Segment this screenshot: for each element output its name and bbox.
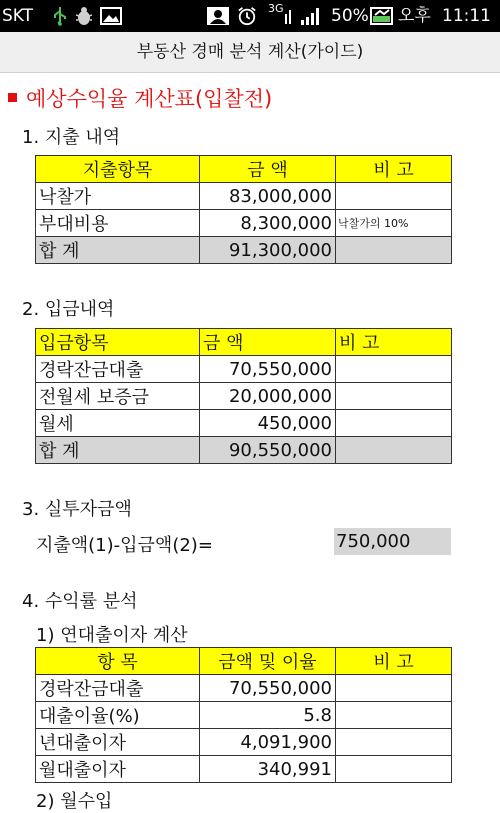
expense-note-cell <box>336 183 452 210</box>
header-item: 항 목 <box>36 648 200 675</box>
expense-amount-cell[interactable]: 83,000,000 <box>200 183 336 210</box>
header-item: 입금항목 <box>36 329 200 356</box>
income-item-cell: 전월세 보증금 <box>36 383 200 410</box>
gallery-icon <box>100 6 122 26</box>
income-note-cell <box>336 356 452 383</box>
total-row <box>36 437 452 464</box>
income-note-cell <box>336 383 452 410</box>
interest-note-cell <box>336 702 452 729</box>
table-row <box>36 675 452 702</box>
interest-amount-cell: 340,991 <box>200 756 336 783</box>
investment-formula-label: 지출액(1)-입금액(2)= <box>36 535 213 556</box>
interest-note-cell <box>336 729 452 756</box>
page-heading-text: 예상수익율 계산표(입찰전) <box>26 87 273 111</box>
contact-card-icon <box>206 6 230 26</box>
header-note: 비 고 <box>336 648 452 675</box>
battery-percent: 50% <box>331 6 369 26</box>
interest-amount-cell[interactable]: 5.8 <box>200 702 336 729</box>
expense-table <box>35 155 452 264</box>
page-heading <box>8 83 272 113</box>
income-note-cell <box>336 410 452 437</box>
header-note: 비 고 <box>336 156 452 183</box>
expense-note-cell: 낙찰가의 10% <box>336 210 452 237</box>
header-amount: 금액 및 이율 <box>200 648 336 675</box>
table-row <box>36 729 452 756</box>
usb-icon <box>52 6 68 26</box>
total-amount-cell: 90,550,000 <box>200 437 336 464</box>
income-amount-cell[interactable]: 450,000 <box>200 410 336 437</box>
interest-amount-cell[interactable]: 70,550,000 <box>200 675 336 702</box>
interest-note-cell <box>336 675 452 702</box>
header-item: 지출항목 <box>36 156 200 183</box>
table-header-row <box>36 648 452 675</box>
table-row <box>36 756 452 783</box>
battery-icon <box>370 6 394 26</box>
total-label-cell: 합 계 <box>36 237 200 264</box>
network-type: 3G <box>268 2 284 15</box>
expense-item-cell: 낙찰가 <box>36 183 200 210</box>
section-expense-title: 1. 지출 내역 <box>22 127 121 148</box>
total-amount-cell: 91,300,000 <box>200 237 336 264</box>
interest-item-cell: 대출이율(%) <box>36 702 200 729</box>
square-bullet-icon <box>8 93 17 102</box>
header-amount: 금 액 <box>200 156 336 183</box>
bug-icon <box>74 6 94 26</box>
interest-table <box>35 647 452 783</box>
alarm-icon <box>236 6 258 26</box>
status-bar <box>0 0 500 32</box>
table-row <box>36 383 452 410</box>
interest-item-cell: 년대출이자 <box>36 729 200 756</box>
income-amount-cell[interactable]: 20,000,000 <box>200 383 336 410</box>
section-investment-title: 3. 실투자금액 <box>22 499 132 520</box>
total-note-cell <box>336 437 452 464</box>
table-row <box>36 210 452 237</box>
income-table <box>35 328 452 464</box>
header-note: 비 고 <box>336 329 452 356</box>
clock-time: 11:11 <box>442 6 491 26</box>
app-title: 부동산 경매 분석 계산(가이드) <box>136 42 364 62</box>
expense-item-cell: 부대비용 <box>36 210 200 237</box>
income-amount-cell[interactable]: 70,550,000 <box>200 356 336 383</box>
header-amount: 금 액 <box>200 329 336 356</box>
table-row <box>36 356 452 383</box>
app-title-bar <box>0 32 500 73</box>
table-header-row <box>36 156 452 183</box>
subsection-interest-title: 1) 연대출이자 계산 <box>36 625 188 646</box>
interest-item-cell: 월대출이자 <box>36 756 200 783</box>
calculation-sheet[interactable] <box>0 73 500 812</box>
wifi-data-icon <box>282 6 302 26</box>
expense-amount-cell[interactable]: 8,300,000 <box>200 210 336 237</box>
table-row <box>36 702 452 729</box>
table-row <box>36 183 452 210</box>
table-header-row <box>36 329 452 356</box>
investment-value: 750,000 <box>334 528 451 555</box>
subsection-income-title: 2) 월수입 <box>36 791 113 812</box>
total-label-cell: 합 계 <box>36 437 200 464</box>
total-row <box>36 237 452 264</box>
clock-ampm: 오후 <box>398 6 431 26</box>
signal-icon <box>300 6 324 26</box>
income-item-cell: 경락잔금대출 <box>36 356 200 383</box>
section-income-title: 2. 입금내역 <box>22 299 115 320</box>
section-yield-title: 4. 수익률 분석 <box>22 591 138 612</box>
carrier-label: SKT <box>2 6 34 26</box>
interest-note-cell <box>336 756 452 783</box>
table-row <box>36 410 452 437</box>
total-note-cell <box>336 237 452 264</box>
interest-item-cell: 경락잔금대출 <box>36 675 200 702</box>
income-item-cell: 월세 <box>36 410 200 437</box>
interest-amount-cell: 4,091,900 <box>200 729 336 756</box>
